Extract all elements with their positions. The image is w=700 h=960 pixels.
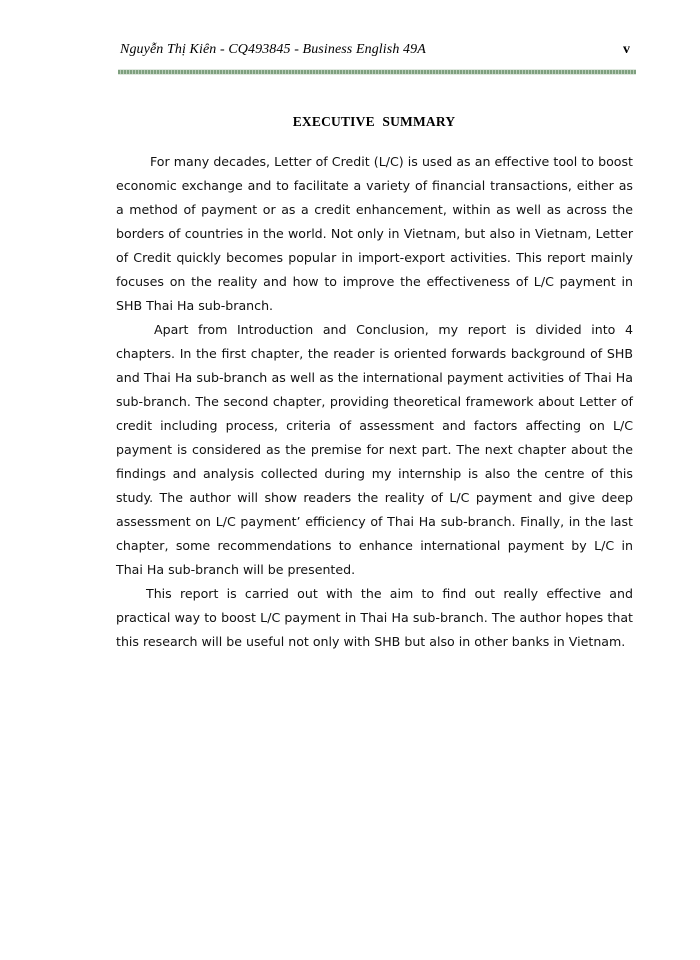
paragraph: This report is carried out with the aim to find out really effective and practical way to boost L/C payment in Thai Ha sub-branch. The author hopes that this research will be useful not only with SHB but also in other banks in Vietnam. — [116, 586, 633, 649]
page-number: v — [623, 42, 630, 57]
header-divider — [118, 69, 636, 75]
paragraph: Apart from Introduction and Conclusion, my report is divided into 4 chapters. In the first chapter, the reader is oriented forwards background of SHB and Thai Ha sub-branch as well as the international payment activities of Thai Ha sub-branch. The second chapter, providing theoretical framework about Letter of credit including process, criteria of assessment and factors affecting on L/C payment is considered as the premise for next part. The next chapter about the findings and analysis collected during my internship is also the centre of this study. The author will show readers the reality of L/C payment and give deep assessment on L/C payment’ efficiency of Thai Ha sub-branch. Finally, in the last chapter, some recommendations to enhance international payment by L/C in Thai Ha sub-branch will be presented. — [116, 322, 633, 577]
header-title: Nguyễn Thị Kiên - CQ493845 - Business English 49A — [120, 42, 426, 57]
section-title: EXECUTIVE SUMMARY — [292, 114, 456, 129]
body-text — [116, 150, 633, 654]
page-header — [120, 42, 630, 62]
paragraph: For many decades, Letter of Credit (L/C) is used as an effective tool to boost economic exchange and to facilitate a variety of financial transactions, either as a method of payment or as a credit enhancement, within as well as across the borders of countries in the world. Not only in Vietnam, but also in Vietnam, Letter of Credit quickly becomes popular in import-export activities. This report mainly focuses on the reality and how to improve the effectiveness of L/C payment in SHB Thai Ha sub-branch. — [116, 154, 633, 313]
